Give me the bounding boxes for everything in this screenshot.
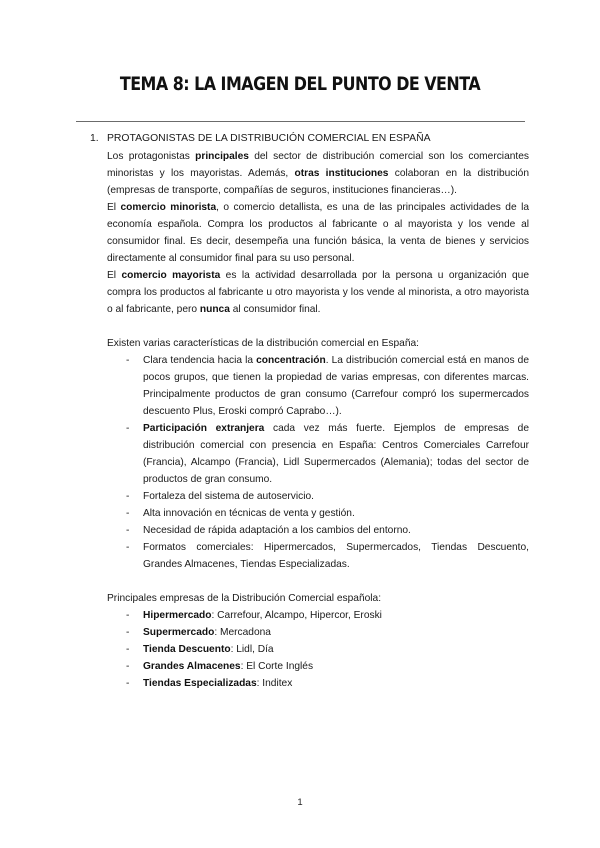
list-item: - Alta innovación en técnicas de venta y gestión.: [126, 508, 355, 519]
list-item: - Tiendas Especializadas: Inditex: [126, 678, 293, 689]
paragraph-retail: El comercio minorista, o comercio detallista, es una de las principales actividades de la economía española. Compra los productos al fabricante o al mayorista y los vende al consumidor final. Es decir, desempeña una función básica, la venta de bienes y servicios directamente al consumidor final para su uso personal.: [107, 202, 529, 264]
section-heading: [90, 131, 529, 147]
list-item: - Formatos comerciales: Hipermercados, Supermercados, Tiendas Descuento, Grandes Almacenes, Tiendas Especializadas.: [126, 542, 529, 570]
list-item: - Supermercado: Mercadona: [126, 627, 271, 638]
list-item: - Necesidad de rápida adaptación a los cambios del entorno.: [126, 525, 411, 536]
characteristics-intro: Existen varias características de la distribución comercial en España:: [107, 338, 419, 349]
document-body: [90, 131, 530, 692]
companies-list: [107, 607, 529, 692]
title-divider: [76, 121, 525, 122]
list-item: - Hipermercado: Carrefour, Alcampo, Hipercor, Eroski: [126, 610, 382, 621]
companies-intro: Principales empresas de la Distribución Comercial española:: [107, 593, 382, 604]
list-item: - Clara tendencia hacia la concentración. La distribución comercial está en manos de pocos grupos, que tienen la propiedad de varias empresas, con diferentes marcas. Principalmente productos de gran consumo (Carrefour compró los supermercados descuento Plus, Eroski compró Caprabo…).: [126, 355, 529, 417]
paragraph-protagonists: Los protagonistas principales del sector de distribución comercial son los comerciantes minoristas y los mayoristas. Además, otras instituciones colaboran en la distribución (empresas de transporte, compañías de seguros, instituciones financieras…).: [107, 151, 529, 196]
section-number: 1.: [90, 133, 99, 144]
list-item: - Participación extranjera cada vez más fuerte. Ejemplos de empresas de distribución comercial con presencia en España: Centros Comerciales Carrefour (Francia), Alcampo (Francia), Lidl Supermercados (Alemania); todas del sector de productos de gran consumo.: [126, 423, 529, 485]
paragraph-wholesale: El comercio mayorista es la actividad desarrollada por la persona u organización que compra los productos al fabricante u otro mayorista y los vende al minorista, a otro mayorista o al fabricante, pero nunca al consumidor final.: [107, 270, 530, 315]
page-title: TEMA 8: LA IMAGEN DEL PUNTO DE VENTA: [119, 74, 481, 95]
characteristics-list: [107, 352, 529, 573]
page-number: 1: [297, 797, 303, 808]
list-item: - Fortaleza del sistema de autoservicio.: [126, 491, 315, 502]
list-item: - Grandes Almacenes: El Corte Inglés: [126, 661, 314, 672]
section-heading-text: PROTAGONISTAS DE LA DISTRIBUCIÓN COMERCIAL EN ESPAÑA: [107, 133, 431, 144]
list-item: - Tienda Descuento: Lidl, Día: [126, 644, 274, 655]
